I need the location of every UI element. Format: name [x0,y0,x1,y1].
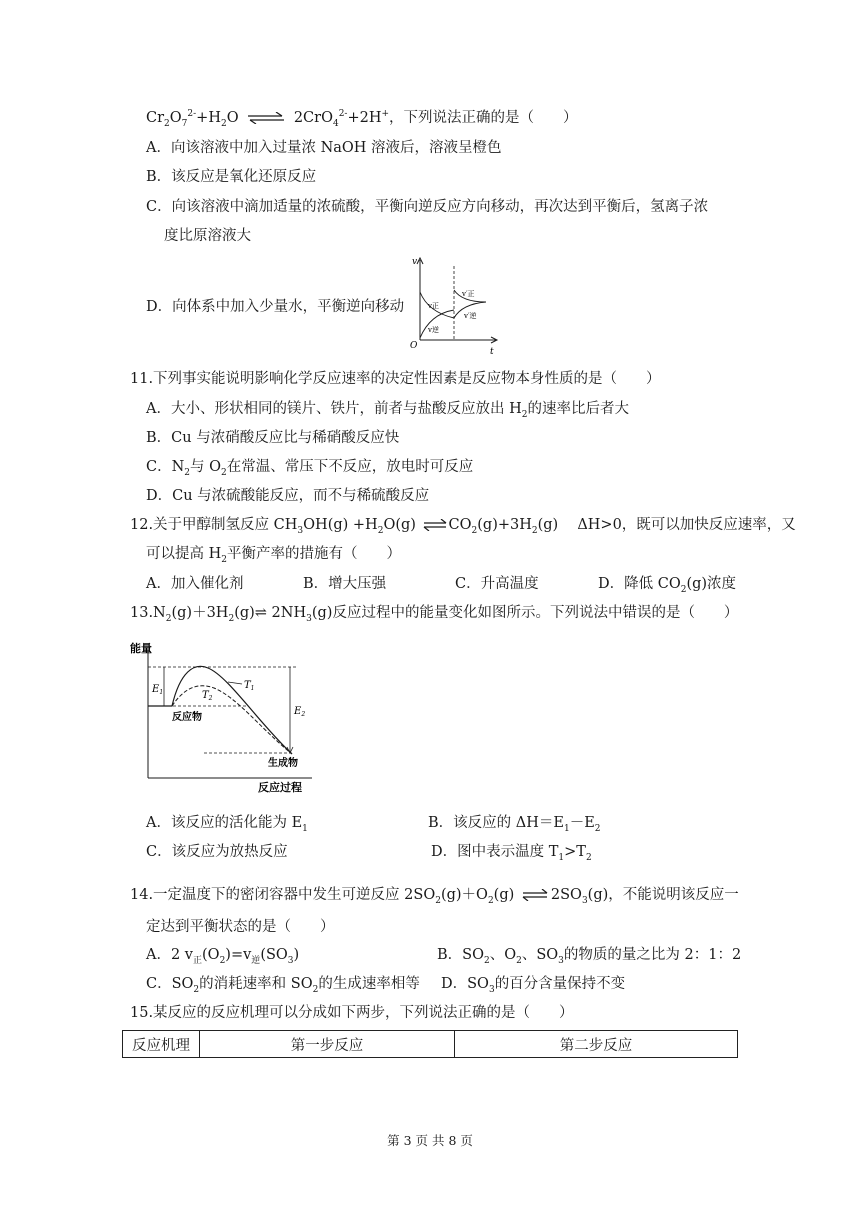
q10-option-b: B．该反应是氧化还原反应 [146,169,317,185]
t1-label: $T_1$ [244,680,255,692]
q13-option-c: C．该反应为放热反应 [146,844,288,860]
e1-label: $E_1$ [152,684,164,696]
energy-profile-diagram [128,632,318,798]
graph-v-reverse-prime-label: v′逆 [464,312,477,320]
q10-option-a: A．向该溶液中加入过量浓 NaOH 溶液后，溶液呈橙色 [146,140,502,156]
q10-option-c-line2: 度比原溶液大 [164,228,251,244]
q12-stem-line2: 可以提高 $H_2$平衡产率的措施有（ ） [146,546,401,565]
product-label: 生成物 [268,758,298,769]
q12-option-b: B．增大压强 [303,576,387,592]
q10-stem: $Cr_2O_7^{2-}+H_2O$ 2CrO$_4^{2-}$+2H+，下列说法正确的是（ ） [146,109,578,129]
equilibrium-arrow-icon [246,112,286,124]
q14-option-a: A．2 $v_正(O_2)=v_逆(SO_3)$ [146,947,300,966]
q13-option-b: B．该反应的 $\Delta H=E_1-E_2$ [428,815,601,834]
page-footer: 第 3 页 共 8 页 [387,1133,473,1148]
t2-label: $T_2$ [202,690,213,702]
q14-option-d: D．$SO_3$的百分含量保持不变 [441,976,626,995]
q13-option-d: D．图中表示温度 $T_1>T_2$ [431,844,592,863]
q11-option-b: B．Cu 与浓硝酸反应比与稀硝酸反应快 [146,430,400,446]
q14-option-b: B．$SO_2$、$O_2$、$SO_3$的物质的量之比为 2：1：2 [437,947,742,966]
q14-option-c: C．$SO_2$的消耗速率和 $SO_2$的生成速率相等 [146,976,420,995]
graph-v-reverse-label: v逆 [428,326,439,334]
table-header-row [123,1031,738,1058]
q13-stem: $13.N_2(g)+3H_2(g)\rightleftharpoons$ $2NH_3(g)$反应过程中的能量变化如图所示。下列说法中错误的是（ ） [130,605,739,624]
q10-option-d: D．向体系中加入少量水，平衡逆向移动 [146,299,405,315]
q12-stem-line1: 12.关于甲醇制氢反应 $CH_3OH(g) +H_2O(g)$ $CO_2(g)+3H_2(g)$ ΔH>0，既可以加快反应速率，又 [130,517,796,536]
table-header-cell: 反应机理 [123,1031,200,1058]
q11-option-a: A．大小、形状相同的镁片、铁片，前者与盐酸反应放出 $H_2$的速率比后者大 [146,401,629,420]
mechanism-table [122,1030,738,1058]
q11-option-d: D．Cu 与浓硫酸能反应，而不与稀硫酸反应 [146,488,430,504]
q10-option-c-line1: C．向该溶液中滴加适量的浓硫酸，平衡向逆反应方向移动，再次达到平衡后，氢离子浓 [146,199,709,215]
equilibrium-arrow-icon [422,519,448,531]
q12-option-c: C．升高温度 [455,576,539,592]
q14-stem-line1: 14.一定温度下的密闭容器中发生可逆反应 $2SO_2(g)+O_2(g)$ $2SO_3(g)$，不能说明该反应一 [130,887,739,906]
q12-option-a: A．加入催化剂 [146,576,244,592]
graph-v-forward-label: v正 [428,302,439,310]
graph-axis-x-label: t [490,347,494,357]
graph-v-forward-prime-label: v′正 [462,290,475,298]
graph-origin-label: O [410,341,418,351]
q12-option-d: D．降低 $CO_2(g)$浓度 [598,576,737,595]
q11-option-c: C．$N_2$与 $O_2$在常温、常压下不反应，放电时可反应 [146,459,474,478]
reactant-label: 反应物 [172,712,202,723]
reaction-progress-label: 反应过程 [258,781,302,794]
energy-axis-label: 能量 [130,642,152,655]
q13-option-a: A．该反应的活化能为 $E_1$ [146,815,308,834]
graph-axis-y-label: v [412,257,418,267]
table-header-cell: 第一步反应 [200,1031,455,1058]
q14-stem-line2: 定达到平衡状态的是（ ） [146,919,335,935]
equilibrium-arrow-icon [521,889,549,901]
rate-time-graph [404,252,504,358]
q15-stem: 15.某反应的反应机理可以分成如下两步，下列说法正确的是（ ） [130,1005,574,1021]
table-header-cell: 第二步反应 [455,1031,738,1058]
q11-stem: 11.下列事实能说明影响化学反应速率的决定性因素是反应物本身性质的是（ ） [130,371,661,387]
e2-label: $E_2$ [294,706,306,718]
